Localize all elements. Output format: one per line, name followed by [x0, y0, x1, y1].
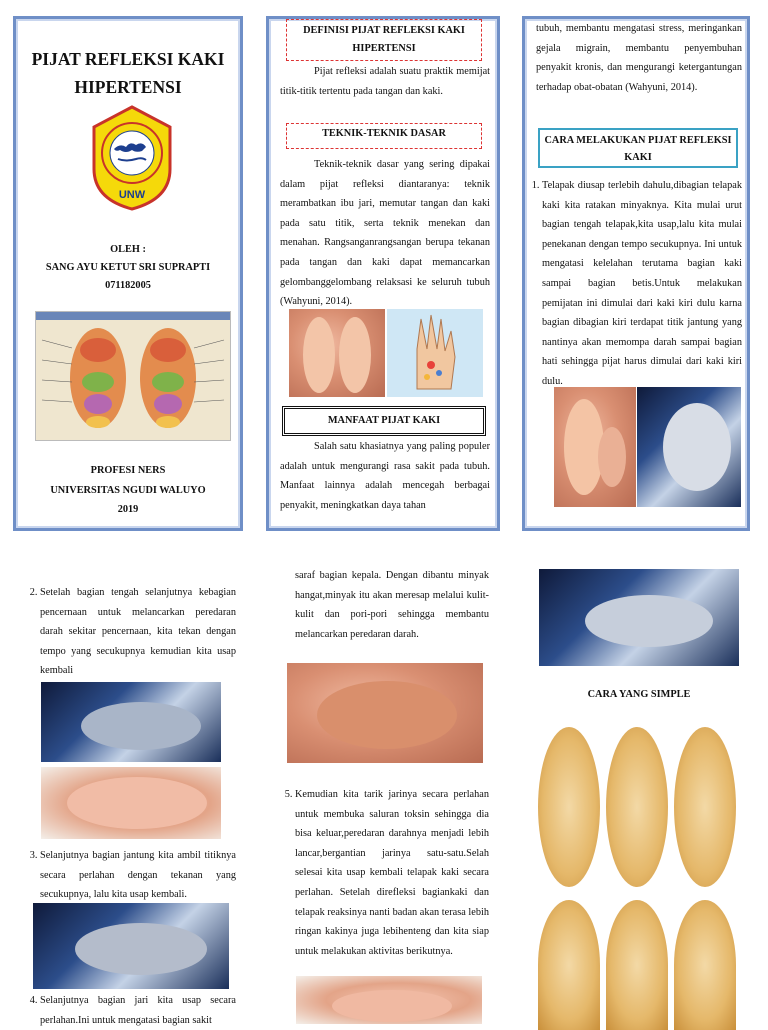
definisi-heading: DEFINISI PIJAT REFLEKSI KAKI HIPERTENSI	[286, 19, 482, 61]
author-name: SANG AYU KETUT SRI SUPRAPTI	[45, 262, 211, 273]
foot-massage-image	[554, 387, 636, 507]
simple-step-illustration-2	[606, 727, 668, 887]
steps-list-3	[40, 846, 236, 905]
cover-footer	[16, 461, 240, 520]
simple-step-illustration-6	[674, 900, 736, 1030]
step-3: 3. Selanjutnya bagian jantung kita ambil titiknya secara perlahan dengan tekanan yang secukupnya, lalu kita usap kembali.	[40, 846, 236, 905]
step2-image-b	[41, 767, 221, 839]
teknik-heading: TEKNIK-TEKNIK DASAR	[286, 123, 482, 149]
year: 2019	[117, 504, 139, 515]
step-1: 1. Telapak diusap terlebih dahulu,dibagian telapak kaki kita ratakan minyaknya. Kita mulai urut bagian tengah telapak,kita usap,lalu kita mulai penekanan dengan tempo secukupnya. Ini untuk mengatasi kelelahan terutama bagian kaki sampai bagian betis.Untuk melakukan pemijatan ini dimulai dari kaki kiri dulu karna bagian dibagian kiri terdapat titik jantung yang nantinya akan memompa darah sampai bagian hati sehingga pijat harus dimulai dari kaki kiri dulu.	[542, 176, 742, 392]
step-5: 5. Kemudian kita tarik jarinya secara perlahan untuk membuka saluran toksin sehingga dia bisa keluar,peredaran darahnya menjadi lebih lancar,bergantian jarinya satu-satu.Selah selesai kita usap kembali telapak kaki secara perlahan. Setelah direfleksi bagiankaki dan telapak reaksinya nanti badan akan terasa lebih ringan kakinya juga lebihenteng dan kita siap untuk melakukan aktivitas berikutnya.	[295, 785, 489, 961]
definisi-text: Pijat refleksi adalah suatu praktik memijat titik-titik tertentu pada tangan dan kaki.	[280, 66, 490, 97]
manfaat-heading: MANFAAT PIJAT KAKI	[282, 406, 486, 436]
steps-list-4	[40, 991, 236, 1030]
steps-list-2	[40, 583, 236, 681]
steps-list-5	[295, 785, 489, 961]
university-logo	[90, 103, 174, 213]
video-frame-image	[539, 569, 739, 666]
step3-image	[33, 903, 229, 989]
author-block	[16, 241, 240, 295]
column2-continuation: saraf bagian kepala. Dengan dibantu minyak hangat,minyak itu akan meresap melalui kulit-kulit dan pori-pori sehingga membantu melancarkan peredaran darah.	[295, 570, 489, 640]
manfaat-text: Salah satu khasiatnya yang paling populer adalah untuk mengurangi rasa sakit pada tubuh. Manfaat lainnya adalah mencegah berbagai penyakit, meningkatkan daya tahan	[280, 441, 490, 511]
simple-step-illustration-4	[538, 900, 600, 1030]
step5-image	[296, 976, 482, 1024]
foot-massage-video-image	[637, 387, 741, 507]
cover-panel	[13, 16, 243, 531]
intro-text: tubuh, membantu mengatasi stress, meringankan gejala migrain, membantu penyembuhan penyakit kronis, dan mengurangi ketergantungan terhadap obat-obatan (Wahyuni, 2014).	[536, 23, 742, 93]
university-name: UNIVERSITAS NGUDI WALUYO	[50, 484, 206, 496]
step-2: 2. Setelah bagian tengah selanjutnya kebagian pencernaan untuk melancarkan peredaran darah sekitar pencernaan, kita tekan dengan tempo yang secukupnya kemudian kita usap kembali	[40, 583, 236, 681]
step2-image-a	[41, 682, 221, 762]
foot-reflexology-chart-image	[35, 311, 231, 441]
cover-title-line1: PIJAT REFLEKSI KAKI	[31, 49, 225, 69]
cover-title	[16, 45, 240, 101]
simple-heading: CARA YANG SIMPLE	[587, 689, 691, 700]
steps-list-1	[542, 176, 742, 392]
simple-step-illustration-3	[674, 727, 736, 887]
cara-heading: CARA MELAKUKAN PIJAT REFLEKSI KAKI	[538, 128, 738, 168]
logo-abbrev: UNW	[118, 189, 146, 201]
finger-massage-image	[287, 663, 483, 763]
teknik-text: Teknik-teknik dasar yang sering dipakai dalam pijat refleksi diantaranya: teknik merambatkan ibu jari, memutar tangan dan kaki pada satu titik, serta teknik menekan dan menahan. Rangsanganrangsangan berupa tekanan pada tangan dan kaki dapat memancarkan gelombanggelombang relaksasi ke seluruh tubuh (Wahyuni, 2014).	[280, 159, 490, 308]
program-name: PROFESI NERS	[90, 465, 166, 476]
simple-step-illustration-5	[606, 900, 668, 1030]
step-4: 4. Selanjutnya bagian jari kita usap secara perlahan.Ini untuk mengatasi bagian sakit	[40, 991, 236, 1030]
cover-title-line2: HIPERTENSI	[74, 77, 182, 97]
definition-panel	[266, 16, 500, 531]
hand-chart-image	[387, 309, 483, 397]
author-label: OLEH :	[110, 244, 146, 255]
steps-panel	[522, 16, 750, 531]
foot-soles-image	[289, 309, 385, 397]
author-id: 071182005	[105, 280, 151, 291]
simple-step-illustration-1	[538, 727, 600, 887]
